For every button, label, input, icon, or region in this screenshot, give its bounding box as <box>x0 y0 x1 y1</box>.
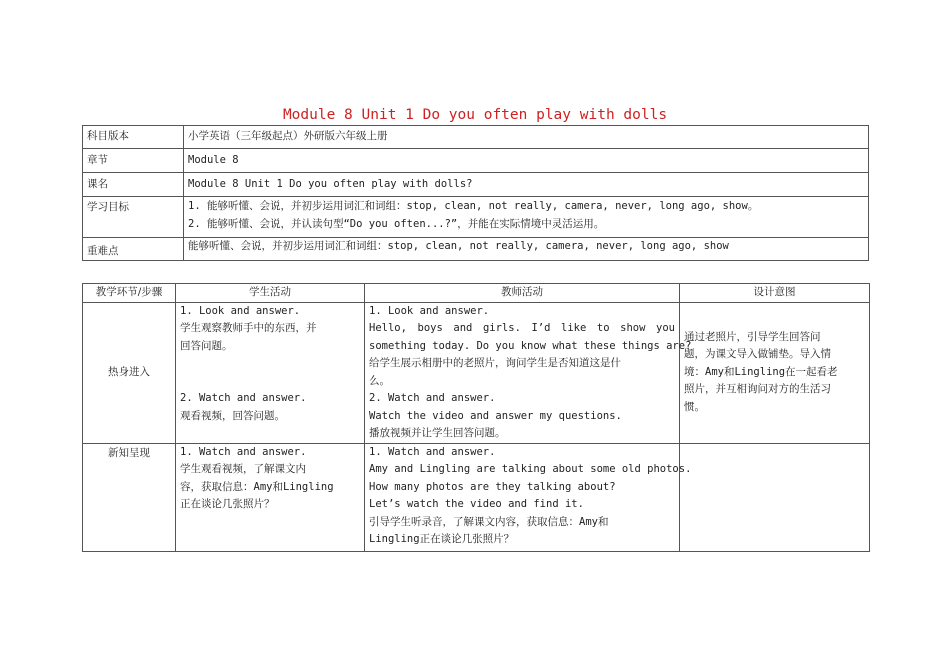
goals-label: 学习目标 <box>83 197 184 238</box>
goal-item: 1. 能够听懂、会说，并初步运用词汇和词组：stop, clean, not really, camera, never, long ago, show。 <box>188 200 759 212</box>
chapter-value: Module 8 <box>184 149 869 173</box>
text-line: 通过老照片，引导学生回答问 <box>684 330 821 343</box>
text-line: 惯。 <box>684 400 705 413</box>
table-row <box>83 126 869 149</box>
goals-value <box>184 197 869 238</box>
text-line: something today. Do you know what these things are? <box>369 339 692 352</box>
table-row <box>83 149 869 173</box>
text-line: 回答问题。 <box>180 339 233 352</box>
text-line: 给学生展示相册中的老照片，询问学生是否知道这是什 <box>369 357 621 369</box>
table-header-row <box>83 284 870 303</box>
text-line: 观看视频，回答问题。 <box>180 409 285 422</box>
text-line: 境：Amy和Lingling在一起看老 <box>684 365 838 378</box>
chapter-label: 章节 <box>83 149 184 173</box>
course-info-table <box>82 125 869 261</box>
subject-value: 小学英语（三年级起点）外研版六年级上册 <box>184 126 869 149</box>
column-header: 教师活动 <box>365 284 680 303</box>
text-line: 学生观察教师手中的东西，并 <box>180 322 317 334</box>
text-line: 正在谈论几张照片？ <box>180 498 275 510</box>
text-line: Amy and Lingling are talking about some old photos. <box>369 463 692 475</box>
text-line: 学生观看视频，了解课文内 <box>180 463 306 475</box>
design-intent-cell <box>680 443 870 551</box>
table-row <box>83 197 869 238</box>
text-line: 引导学生听录音，了解课文内容，获取信息：Amy和 <box>369 515 609 528</box>
text-line: Hello, boys and girls. I’d like to show you <box>369 322 675 334</box>
text-line: Lingling正在谈论几张照片？ <box>369 533 515 545</box>
text-line: Watch the video and answer my questions. <box>369 409 622 422</box>
key-label: 重难点 <box>83 238 184 261</box>
table-row <box>83 173 869 197</box>
text-line: 2. Watch and answer. <box>180 392 307 404</box>
text-line: 容，获取信息：Amy和Lingling <box>180 480 334 493</box>
spacer <box>180 373 360 391</box>
table-row <box>83 443 870 551</box>
text-line: 么。 <box>369 374 390 387</box>
spacer <box>180 355 360 373</box>
goal-item: 2. 能够听懂、会说，并认读句型“Do you often...?”，并能在实际情境中灵活运用。 <box>188 217 605 230</box>
text-line: 2. Watch and answer. <box>369 392 496 404</box>
subject-label: 科目版本 <box>83 126 184 149</box>
column-header: 设计意图 <box>680 284 870 303</box>
lesson-steps-table <box>82 283 870 552</box>
text-line: 1. Look and answer. <box>180 304 301 317</box>
student-activity-cell <box>176 443 365 551</box>
column-header: 学生活动 <box>176 284 365 303</box>
key-value: 能够听懂、会说，并初步运用词汇和词组：stop, clean, not really, camera, never, long ago, show <box>184 238 869 261</box>
text-line: 1. Look and answer. <box>369 304 490 317</box>
column-header: 教学环节/步骤 <box>83 284 176 303</box>
teacher-activity-cell <box>365 302 692 443</box>
step-cell: 热身进入 <box>83 302 176 443</box>
teacher-activity-cell <box>365 443 692 551</box>
text-line: 照片，并互相询问对方的生活习 <box>684 383 831 396</box>
text-line: How many photos are they talking about? <box>369 480 616 493</box>
page-title: Module 8 Unit 1 Do you often play with dolls <box>282 107 668 123</box>
lesson-label: 课名 <box>83 173 184 197</box>
text-line: 1. Watch and answer. <box>180 445 307 458</box>
text-line: Let’s watch the video and find it. <box>369 498 584 510</box>
design-intent-cell <box>680 302 870 443</box>
text-line: 题，为课文导入做铺垫。导入情 <box>684 348 831 361</box>
table-row <box>83 302 870 443</box>
student-activity-cell <box>176 302 365 443</box>
text-line: 播放视频并让学生回答问题。 <box>369 427 506 439</box>
text-line: 1. Watch and answer. <box>369 445 496 458</box>
table-row <box>83 238 869 261</box>
step-cell: 新知呈现 <box>83 443 176 551</box>
lesson-value: Module 8 Unit 1 Do you often play with dolls? <box>184 173 869 197</box>
